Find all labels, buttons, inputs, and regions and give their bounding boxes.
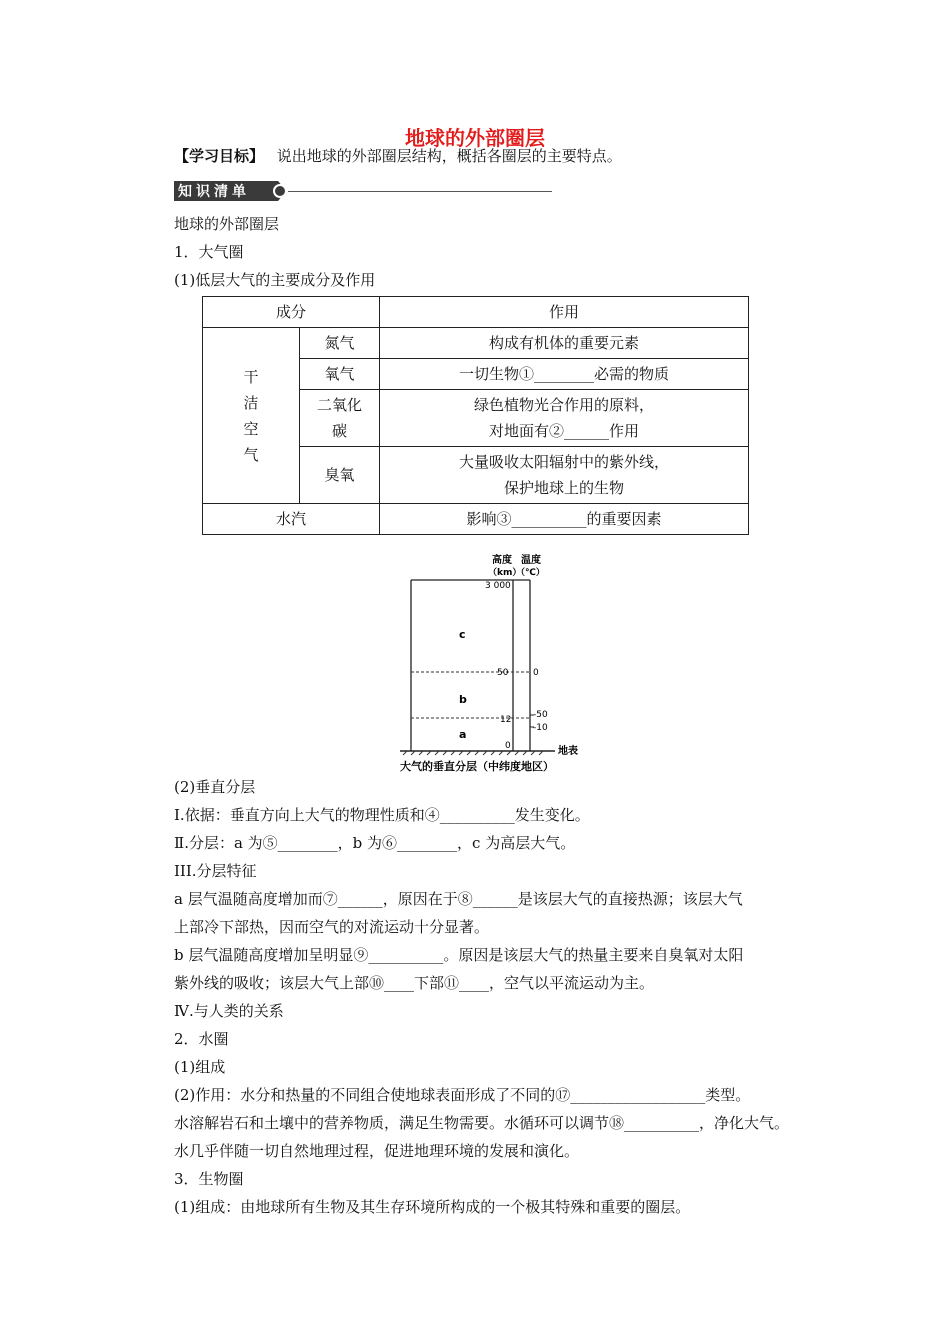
component-name: 臭氧 [300, 447, 380, 504]
layer-b-features-1: b 层气温随高度增加呈明显⑨__________。原因是该层大气的热量主要来自臭氧对太阳 [174, 946, 744, 964]
learning-goal-label: 【学习目标】 [174, 147, 265, 165]
atmosphere-composition-table [202, 296, 749, 535]
height-axis-label: 高度 [492, 555, 512, 566]
hydrosphere-role-2: 水溶解岩石和土壤中的营养物质，满足生物需要。水循环可以调节⑱__________，净化大气。 [174, 1114, 790, 1132]
layer-basis: Ⅰ.依据：垂直方向上大气的物理性质和④__________发生变化。 [174, 806, 590, 824]
layer-label-b: b [459, 693, 467, 706]
biosphere-composition: (1)组成：由地球所有生物及其生存环境所构成的一个极其特殊和重要的圈层。 [174, 1198, 691, 1216]
temp-tick-minus-50: -50 [533, 710, 548, 720]
component-role: 一切生物①________必需的物质 [380, 359, 749, 390]
human-relation: Ⅳ.与人类的关系 [174, 1002, 284, 1020]
table-row [203, 328, 749, 359]
component-role: 大量吸收太阳辐射中的紫外线， 保护地球上的生物 [380, 447, 749, 504]
section-2-heading: 2．水圈 [174, 1030, 229, 1048]
temp-tick-0: 0 [533, 668, 539, 678]
hydrosphere-role-1: (2)作用：水分和热量的不同组合使地球表面形成了不同的⑰__________________类型。 [174, 1086, 751, 1104]
table-header-row [203, 297, 749, 328]
section-1-heading: 1．大气圈 [174, 243, 244, 261]
vertical-layers-figure [395, 548, 595, 774]
section-3-heading: 3．生物圈 [174, 1170, 244, 1188]
temp-tick-minus-10: -10 [533, 723, 548, 733]
ground-label: 地表 [558, 746, 578, 757]
layer-label-c: c [459, 628, 466, 641]
page-title: 地球的外部圈层 [405, 126, 545, 150]
knowledge-banner [174, 181, 294, 201]
component-role: 绿色植物光合作用的原料， 对地面有②______作用 [380, 390, 749, 447]
hydrosphere-role-3: 水几乎伴随一切自然地理过程，促进地理环境的发展和演化。 [174, 1142, 580, 1160]
learning-goal-text: 说出地球的外部圈层结构，概括各圈层的主要特点。 [276, 147, 622, 165]
height-tick-50: 50 [497, 668, 509, 678]
layer-a-features-2: 上部冷下部热，因而空气的对流运动十分显著。 [174, 918, 490, 936]
component-name: 氧气 [300, 359, 380, 390]
figure-caption: 大气的垂直分层（中纬度地区） [400, 760, 554, 773]
hydrosphere-composition: (1)组成 [174, 1058, 226, 1076]
component-name: 水汽 [203, 504, 380, 535]
layer-features-heading: III.分层特征 [174, 862, 257, 880]
layer-a-features-1: a 层气温随高度增加而⑦______，原因在于⑧______是该层大气的直接热源；该层大气 [174, 890, 743, 908]
height-tick-0: 0 [505, 741, 511, 751]
knowledge-banner-label: 知识清单 [178, 184, 250, 200]
dry-air-group-label: 干 洁 空 气 [203, 328, 300, 504]
section-1-sub-2: (2)垂直分层 [174, 778, 256, 796]
temp-axis-label: 温度 [521, 555, 541, 566]
height-tick-3000: 3 000 [485, 581, 511, 591]
header-role: 作用 [380, 297, 749, 328]
layer-label-a: a [459, 728, 467, 741]
layer-division: Ⅱ.分层：a 为⑤________，b 为⑥________，c 为高层大气。 [174, 834, 576, 852]
height-tick-12: 12 [500, 715, 512, 725]
component-name: 二氧化 碳 [300, 390, 380, 447]
layer-b-features-2: 紫外线的吸收；该层大气上部⑩____下部⑪____，空气以平流运动为主。 [174, 974, 655, 992]
height-axis-unit: （km） [488, 568, 522, 578]
learning-goal [174, 146, 622, 166]
section-title: 地球的外部圈层 [174, 215, 280, 233]
component-role: 影响③__________的重要因素 [380, 504, 749, 535]
component-name: 氮气 [300, 328, 380, 359]
header-component: 成分 [203, 297, 380, 328]
section-1-sub-1: (1)低层大气的主要成分及作用 [174, 271, 376, 289]
banner-divider [288, 191, 552, 192]
component-role: 构成有机体的重要元素 [380, 328, 749, 359]
temp-axis-unit: （℃） [516, 568, 545, 578]
table-row [203, 504, 749, 535]
